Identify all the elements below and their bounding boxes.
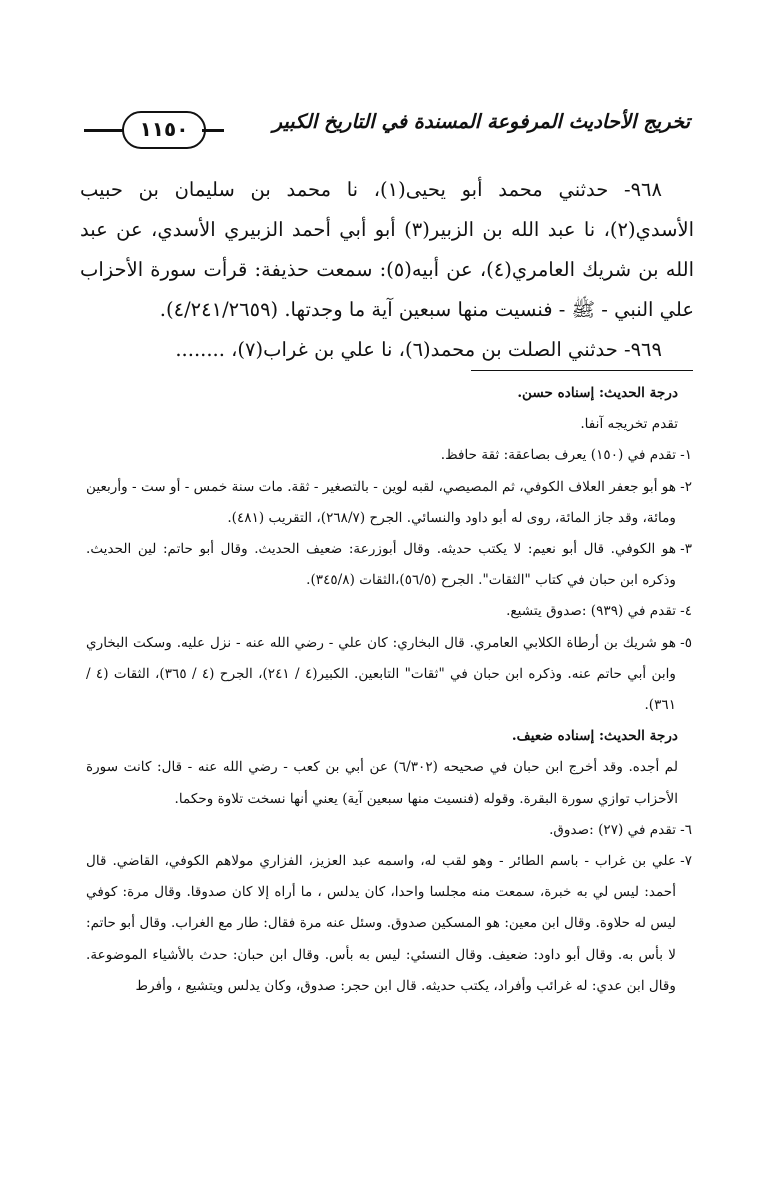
page-header (84, 102, 690, 148)
hadith-969: ٩٦٩- حدثني الصلت بن محمد(٦)، نا علي بن غراب(٧)، ........ (175, 338, 662, 361)
book-title: تخريج الأحاديث المرفوعة المسندة في التاريخ الكبير (272, 110, 690, 133)
footnote-6: ٦- تقدم في (٢٧) :صدوق. (549, 821, 692, 838)
footnote-2: ٢- هو أبو جعفر العلاف الكوفي، ثم المصيصي، لقبه لوين - بالتصغير - ثقة. مات سنة خمس - أو ست - وأربعين ومائة، وقد جاز المائة، روى له أبو داود والنسائي. الجرح (٢٦٨/٧)، التقريب (٤٨١). (86, 478, 692, 526)
footnote-7: ٧- علي بن غراب - باسم الطائر - وهو لقب له، واسمه عبد العزيز، الفزاري مولاهم الكوفي، القاضي. قال أحمد: ليس لي به خبرة، سمعت منه مجلسا واحدا، كان يدلس ، ما أراه إلا كان صدوقا. وقال مرة: كوفي ليس له حلاوة. وقال ابن معين: هو المسكين صدوق. وسئل عنه مرة فقال: طار مع الغراب. وقال أبو حاتم: لا بأس به. وقال أبو داود: ضعيف. وقال النسئي: ليس به بأس. وقال ابن حبان: حدث بالأشياء الموضوعة. وقال ابن عدي: له غرائب وأفراد، يكتب حديثه. قال ابن حجر: صدوق، وكان يدلس ويتشيع ، وأفرط (86, 853, 692, 994)
grade-text: لم أجده. وقد أخرج ابن حبان في صحيحه (٦/٣٠٢) عن أبي بن كعب - رضي الله عنه - قال: كانت سورة الأحزاب توازي سورة البقرة. وقوله (فنسيت منها سبعين آية) يعني أنها نسخت تلاوة وحكما. (86, 759, 678, 807)
footnote-4: ٤- تقدم في (٩٣٩) :صدوق يتشيع. (506, 603, 692, 620)
footnote-3: ٣- هو الكوفي. قال أبو نعيم: لا يكتب حديثه. وقال أبوزرعة: ضعيف الحديث. وقال أبو حاتم: لين الحديث. وذكره ابن حبان في كتاب "الثقات". الجرح (٥٦/٥)،الثقات (٣٤٥/٨). (86, 541, 692, 589)
page-number: ١١٥٠ (122, 111, 206, 149)
hadith-968: ٩٦٨- حدثني محمد أبو يحيى(١)، نا محمد بن سليمان بن حبيب الأسدي(٢)، نا عبد الله بن الزبير(٣) أبو أبي أحمد الزبيري الأسدي، عن عبد الله بن شريك العامري(٤)، عن أبيه(٥): سمعت حذيفة: قرأت سورة الأحزاب علي النبي - ﷺ - فنسيت منها سبعين آية ما وجدتها. (٤/٢٤١/٢٦٥٩). (80, 178, 694, 321)
footnote-5: ٥- هو شريك بن أرطاة الكلابي العامري. قال البخاري: كان علي - رضي الله عنه - نزل عليه. وسكت البخاري وابن أبي حاتم عنه. وذكره ابن حبان في "ثقات" التابعين. الكبير(٤ / ٢٤١)، الجرح (٤ / ٣٦٥)، الثقات (٤ / ٣٦١). (86, 634, 692, 714)
grade-heading: درجة الحديث: إسناده ضعيف. (511, 728, 678, 745)
footnote-separator (471, 370, 693, 371)
grade-text: تقدم تخريجه آنفا. (580, 416, 678, 433)
grade-heading: درجة الحديث: إسناده حسن. (517, 385, 678, 401)
main-text (80, 170, 694, 370)
header-rule-left (84, 129, 124, 132)
footnote-1: ١- تقدم في (١٥٠) يعرف بصاعقة: ثقة حافظ. (440, 447, 692, 464)
footnotes (86, 378, 692, 1002)
